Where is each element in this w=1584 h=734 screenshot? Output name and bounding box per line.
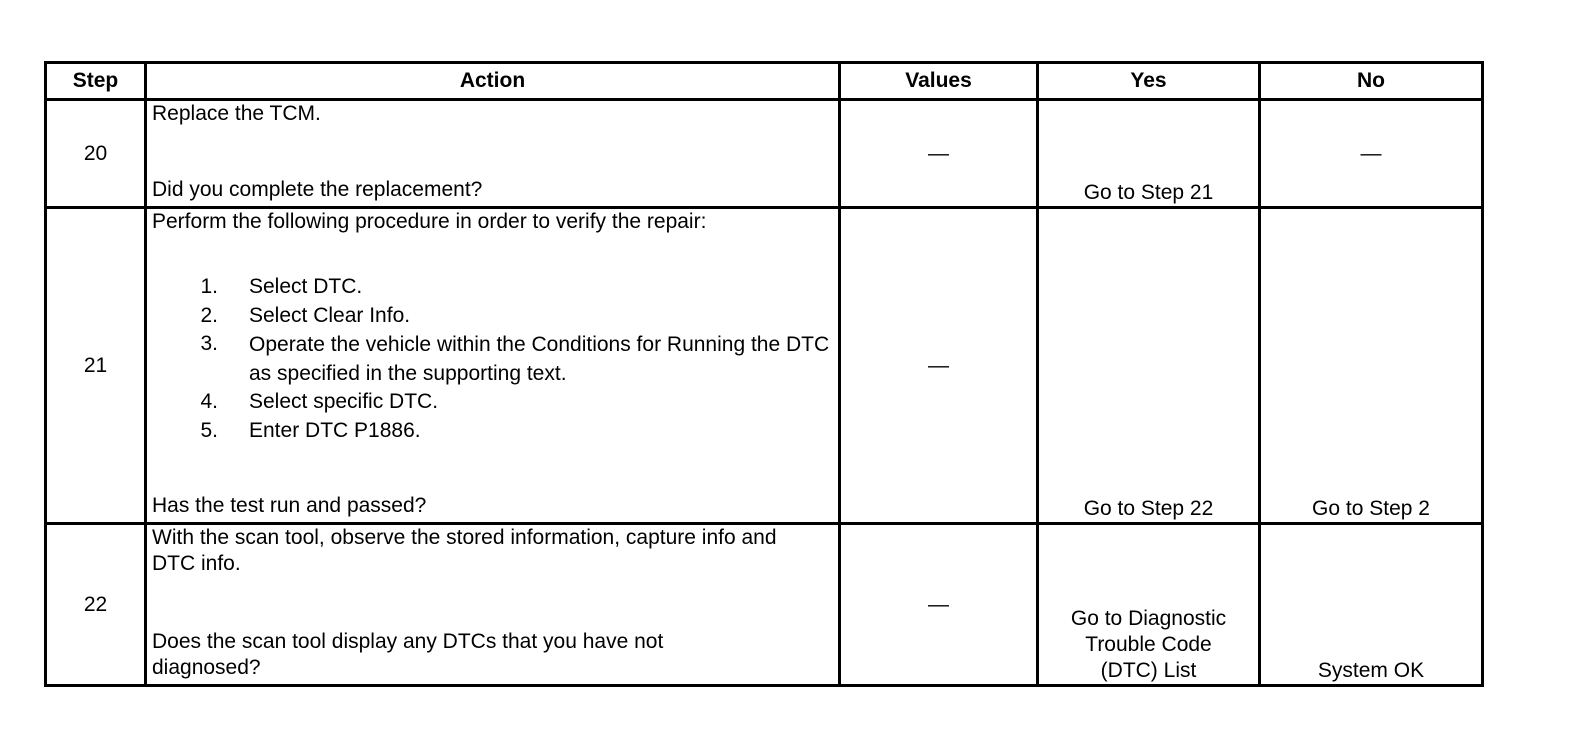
action-instruction: With the scan tool, observe the stored information, capture info and DTC info. [152,526,777,575]
action-cell [146,100,840,208]
procedure-step-number: 3. [200,332,218,355]
step-number: 20 [46,100,146,208]
procedure-step-text: Select DTC. [249,275,363,298]
procedure-step-text: Operate the vehicle within the Conditions for Running the DTC as specified in the supporting text. [249,333,830,385]
table-row-step-20 [46,100,1483,208]
yes-cell: Go to Step 21 [1038,100,1260,208]
action-cell [146,524,840,686]
header-action: Action [146,63,840,100]
header-yes: Yes [1038,63,1260,100]
values-cell: — [840,208,1038,524]
no-cell: — [1260,100,1483,208]
action-cell [146,208,840,524]
procedure-step [152,273,833,302]
header-row [46,63,1483,100]
table-row-step-22 [46,524,1483,686]
step-number: 21 [46,208,146,524]
header-values: Values [840,63,1038,100]
no-cell: Go to Step 2 [1260,208,1483,524]
action-instruction: Replace the TCM. [152,102,321,125]
procedure-step-text: Select specific DTC. [249,390,439,413]
procedure-step-number: 1. [200,275,218,298]
header-no: No [1260,63,1483,100]
procedure-step [152,330,833,388]
procedure-step-number: 5. [200,418,218,442]
action-instruction: Perform the following procedure in order to verify the repair: [152,210,707,233]
procedure-step-number: 2. [200,303,218,327]
no-cell: System OK [1260,524,1483,686]
values-cell: — [840,100,1038,208]
procedure-step [152,417,833,446]
action-question: Did you complete the replacement? [152,178,483,201]
yes-cell: Go to Step 22 [1038,208,1260,524]
procedure-step-number: 4. [200,390,218,413]
action-question: Does the scan tool display any DTCs that you have not diagnosed? [152,630,664,679]
table-row-step-21 [46,208,1483,524]
yes-cell: Go to Diagnostic Trouble Code (DTC) List [1038,524,1260,686]
step-number: 22 [46,524,146,686]
diagnostic-procedure-table [44,61,1484,687]
procedure-step-text: Enter DTC P1886. [249,418,421,442]
procedure-step [152,302,833,331]
action-question: Has the test run and passed? [152,494,427,517]
procedure-step [152,388,833,417]
procedure-list [152,273,833,445]
header-step: Step [46,63,146,100]
procedure-step-text: Select Clear Info. [249,303,411,327]
values-cell: — [840,524,1038,686]
